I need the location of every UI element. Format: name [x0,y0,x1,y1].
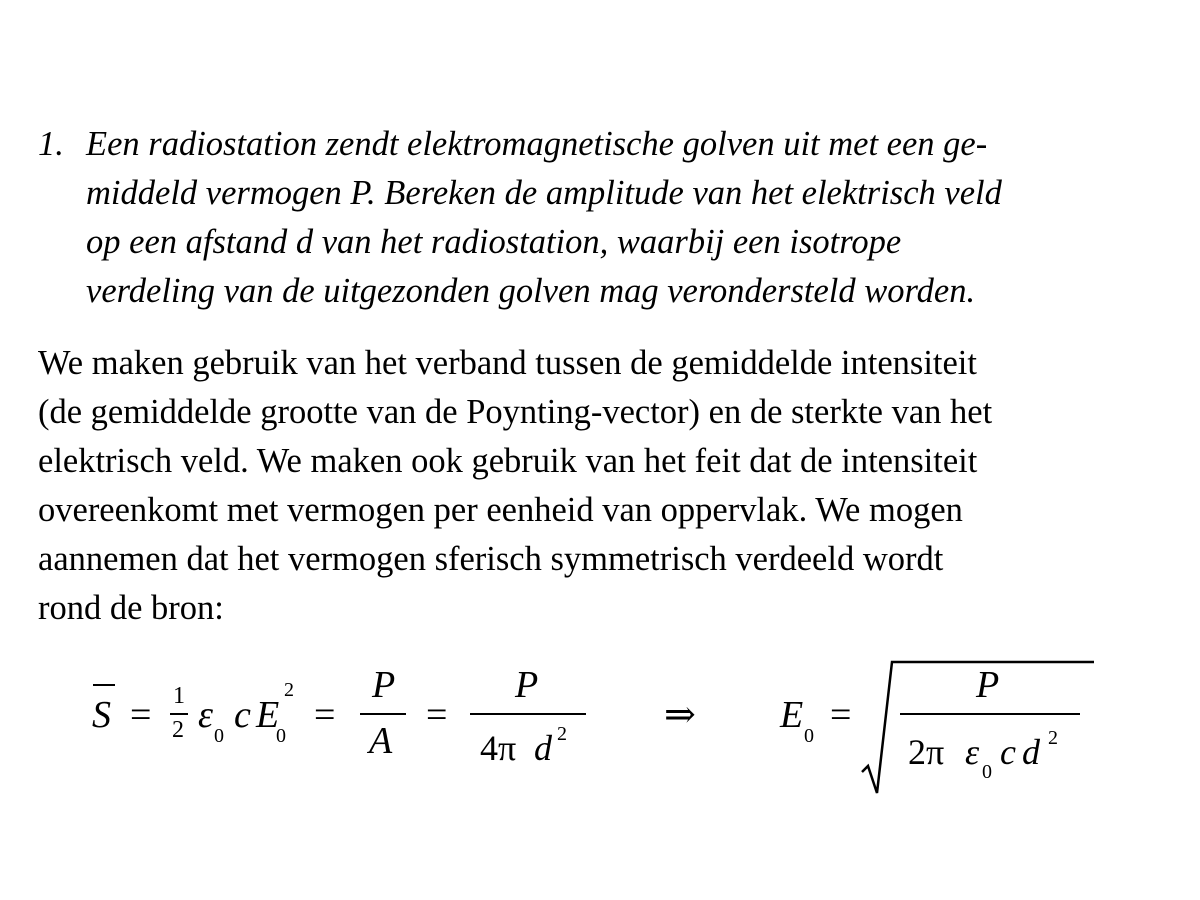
d-symbol: d [534,728,552,768]
p-numerator: P [515,664,539,706]
two-pi: 2π [908,732,945,772]
p-numerator: P [976,664,1000,706]
four-pi: 4π [480,728,517,768]
e-subscript: 0 [276,725,286,747]
epsilon-subscript: 0 [982,761,992,783]
problem-line: middeld vermogen P. Bereken de amplitude van het elektrisch veld [86,174,1002,212]
c-symbol: c [234,694,251,736]
epsilon-subscript: 0 [214,725,224,747]
problem-statement [38,120,1178,316]
sphere-fraction-bar [470,713,586,715]
e-symbol: E [780,694,804,736]
p-numerator: P [372,664,396,706]
s-overline [93,684,115,686]
d-superscript: 2 [557,723,567,745]
equals-sign: = [426,694,448,736]
e-subscript: 0 [804,725,814,747]
explanation-text [38,339,1178,633]
equals-sign: = [130,694,152,736]
epsilon-symbol: ε [198,694,213,736]
c-symbol: c [1000,732,1016,772]
intensity-equation [0,640,1200,820]
equals-sign: = [314,694,336,736]
d-superscript: 2 [1048,727,1058,749]
explanation-line: (de gemiddelde grootte van de Poynting-vector) en de sterkte van het [38,393,993,431]
d-symbol: d [1022,732,1040,772]
a-denominator: A [369,720,393,762]
problem-line: Een radiostation zendt elektromagnetische golven uit met een ge- [86,125,988,163]
s-symbol: S [92,694,111,736]
pa-fraction-bar [360,713,406,715]
problem-line: verdeling van de uitgezonden golven mag verondersteld worden. [86,272,976,310]
explanation-line: aannemen dat het vermogen sferisch symmetrisch verdeeld wordt [38,540,944,578]
problem-line: op een afstand d van het radiostation, waarbij een isotrope [86,223,902,261]
half-numerator: 1 [173,683,185,709]
e-symbol: E [256,694,280,736]
half-denominator: 2 [172,717,184,743]
implies-arrow: ⇒ [664,694,696,736]
problem-number: 1. [38,125,64,163]
explanation-line: overeenkomt met vermogen per eenheid van oppervlak. We mogen [38,491,963,529]
half-fraction-bar [170,713,188,715]
explanation-line: elektrisch veld. We maken ook gebruik van het feit dat de intensiteit [38,442,978,480]
explanation-line: rond de bron: [38,589,224,627]
e-superscript: 2 [284,679,294,701]
explanation-line: We maken gebruik van het verband tussen de gemiddelde intensiteit [38,344,977,382]
epsilon-symbol: ε [965,732,980,772]
field-fraction-bar [900,713,1080,715]
equals-sign: = [830,694,852,736]
